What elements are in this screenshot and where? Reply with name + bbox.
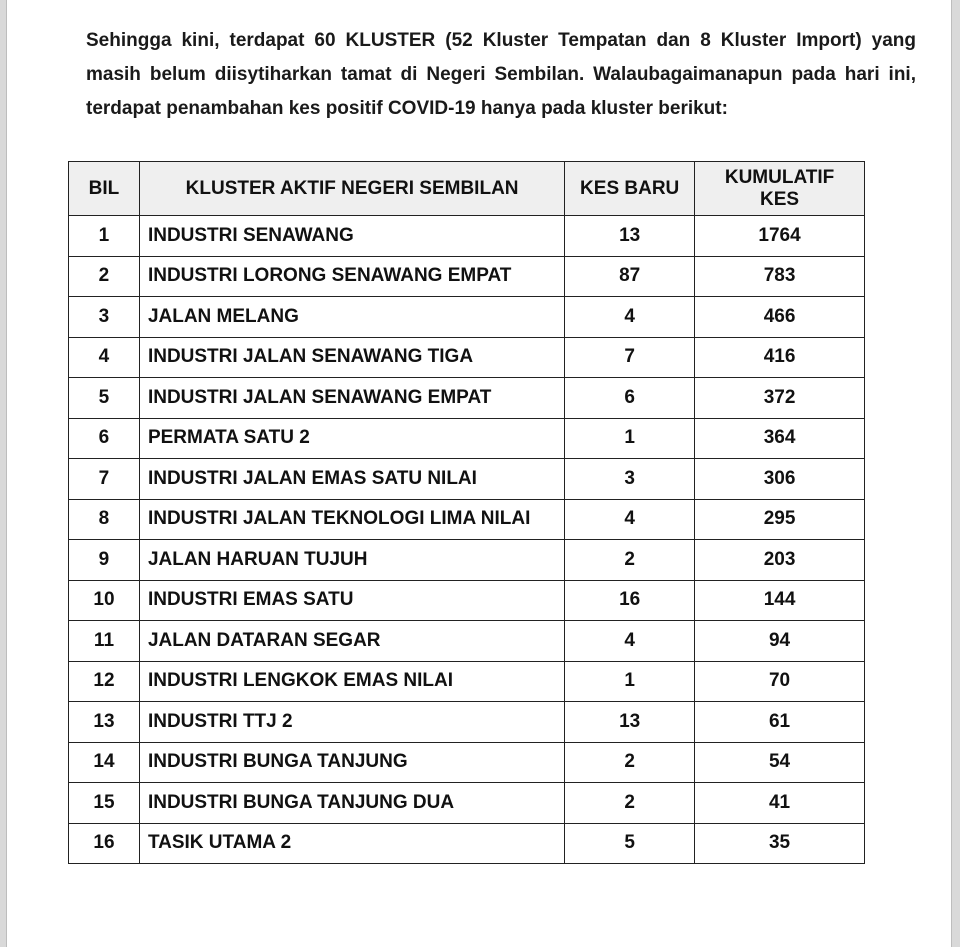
cell-bil: 16: [69, 823, 140, 864]
cell-kumulatif: 372: [695, 378, 865, 419]
cell-bil: 11: [69, 621, 140, 662]
cell-kumulatif: 783: [695, 256, 865, 297]
table-row: [69, 742, 865, 783]
intro-line-2: masih belum diisytiharkan tamat di Negeri Sembilan. Walaubagaimanapun pada hari ini,: [86, 64, 916, 85]
cell-kes-baru: 1: [565, 661, 695, 702]
cell-bil: 14: [69, 742, 140, 783]
intro-line-1: Sehingga kini, terdapat 60 KLUSTER (52 Kluster Tempatan dan 8 Kluster Import) yang: [86, 30, 916, 51]
cell-bil: 10: [69, 580, 140, 621]
cell-bil: 4: [69, 337, 140, 378]
cell-kes-baru: 6: [565, 378, 695, 419]
cell-kumulatif: 70: [695, 661, 865, 702]
header-kumulatif-line2: KES: [760, 188, 800, 210]
cell-kes-baru: 2: [565, 783, 695, 824]
cell-bil: 13: [69, 702, 140, 743]
cell-kluster: INDUSTRI BUNGA TANJUNG: [139, 742, 564, 783]
table-row: [69, 621, 865, 662]
cell-kluster: JALAN DATARAN SEGAR: [139, 621, 564, 662]
cell-kluster: INDUSTRI TTJ 2: [139, 702, 564, 743]
cell-kes-baru: 13: [565, 702, 695, 743]
cell-kluster: INDUSTRI JALAN TEKNOLOGI LIMA NILAI: [139, 499, 564, 540]
cell-kumulatif: 54: [695, 742, 865, 783]
table-row: [69, 337, 865, 378]
cell-kes-baru: 4: [565, 499, 695, 540]
header-kumulatif-line1: KUMULATIF: [724, 166, 835, 188]
table-row: [69, 459, 865, 500]
cell-kluster: INDUSTRI JALAN EMAS SATU NILAI: [139, 459, 564, 500]
table-row: [69, 499, 865, 540]
table-row: [69, 823, 865, 864]
cluster-table: [68, 161, 865, 864]
cell-kumulatif: 1764: [695, 216, 865, 257]
cell-kumulatif: 41: [695, 783, 865, 824]
cell-kes-baru: 5: [565, 823, 695, 864]
table-body: [69, 216, 865, 864]
header-kumulatif: [695, 162, 865, 216]
intro-line-3: terdapat penambahan kes positif COVID-19 hanya pada kluster berikut:: [86, 98, 728, 119]
cell-kumulatif: 466: [695, 297, 865, 338]
cell-kluster: INDUSTRI SENAWANG: [139, 216, 564, 257]
cell-kluster: INDUSTRI JALAN SENAWANG EMPAT: [139, 378, 564, 419]
cell-kumulatif: 94: [695, 621, 865, 662]
cell-kes-baru: 1: [565, 418, 695, 459]
cell-kluster: INDUSTRI LORONG SENAWANG EMPAT: [139, 256, 564, 297]
table-row: [69, 378, 865, 419]
cell-bil: 5: [69, 378, 140, 419]
cell-bil: 8: [69, 499, 140, 540]
cell-kumulatif: 416: [695, 337, 865, 378]
table-row: [69, 783, 865, 824]
table-row: [69, 702, 865, 743]
cell-bil: 3: [69, 297, 140, 338]
cell-kes-baru: 87: [565, 256, 695, 297]
cell-bil: 12: [69, 661, 140, 702]
cell-kumulatif: 364: [695, 418, 865, 459]
cell-kes-baru: 7: [565, 337, 695, 378]
table-row: [69, 256, 865, 297]
cell-kes-baru: 4: [565, 297, 695, 338]
cell-bil: 15: [69, 783, 140, 824]
cell-bil: 2: [69, 256, 140, 297]
cell-bil: 6: [69, 418, 140, 459]
cell-kluster: INDUSTRI JALAN SENAWANG TIGA: [139, 337, 564, 378]
table-row: [69, 216, 865, 257]
table-row: [69, 580, 865, 621]
cell-kluster: PERMATA SATU 2: [139, 418, 564, 459]
table-row: [69, 540, 865, 581]
header-kes-baru: KES BARU: [565, 162, 695, 216]
table-header-row: [69, 162, 865, 216]
cell-kluster: INDUSTRI EMAS SATU: [139, 580, 564, 621]
cell-kes-baru: 13: [565, 216, 695, 257]
cell-bil: 1: [69, 216, 140, 257]
cell-kes-baru: 2: [565, 742, 695, 783]
cell-kluster: INDUSTRI BUNGA TANJUNG DUA: [139, 783, 564, 824]
cell-kumulatif: 61: [695, 702, 865, 743]
cell-kluster: TASIK UTAMA 2: [139, 823, 564, 864]
table-row: [69, 661, 865, 702]
cell-kes-baru: 2: [565, 540, 695, 581]
cell-kumulatif: 35: [695, 823, 865, 864]
table-row: [69, 418, 865, 459]
cell-kumulatif: 144: [695, 580, 865, 621]
cell-bil: 7: [69, 459, 140, 500]
table-row: [69, 297, 865, 338]
cell-kluster: INDUSTRI LENGKOK EMAS NILAI: [139, 661, 564, 702]
cell-kes-baru: 3: [565, 459, 695, 500]
cell-kes-baru: 4: [565, 621, 695, 662]
cell-kes-baru: 16: [565, 580, 695, 621]
cell-kluster: JALAN MELANG: [139, 297, 564, 338]
cell-kluster: JALAN HARUAN TUJUH: [139, 540, 564, 581]
cell-kumulatif: 203: [695, 540, 865, 581]
header-bil: BIL: [69, 162, 140, 216]
cell-bil: 9: [69, 540, 140, 581]
cell-kumulatif: 295: [695, 499, 865, 540]
intro-paragraph: [86, 24, 916, 126]
cell-kumulatif: 306: [695, 459, 865, 500]
header-kluster: KLUSTER AKTIF NEGERI SEMBILAN: [139, 162, 564, 216]
